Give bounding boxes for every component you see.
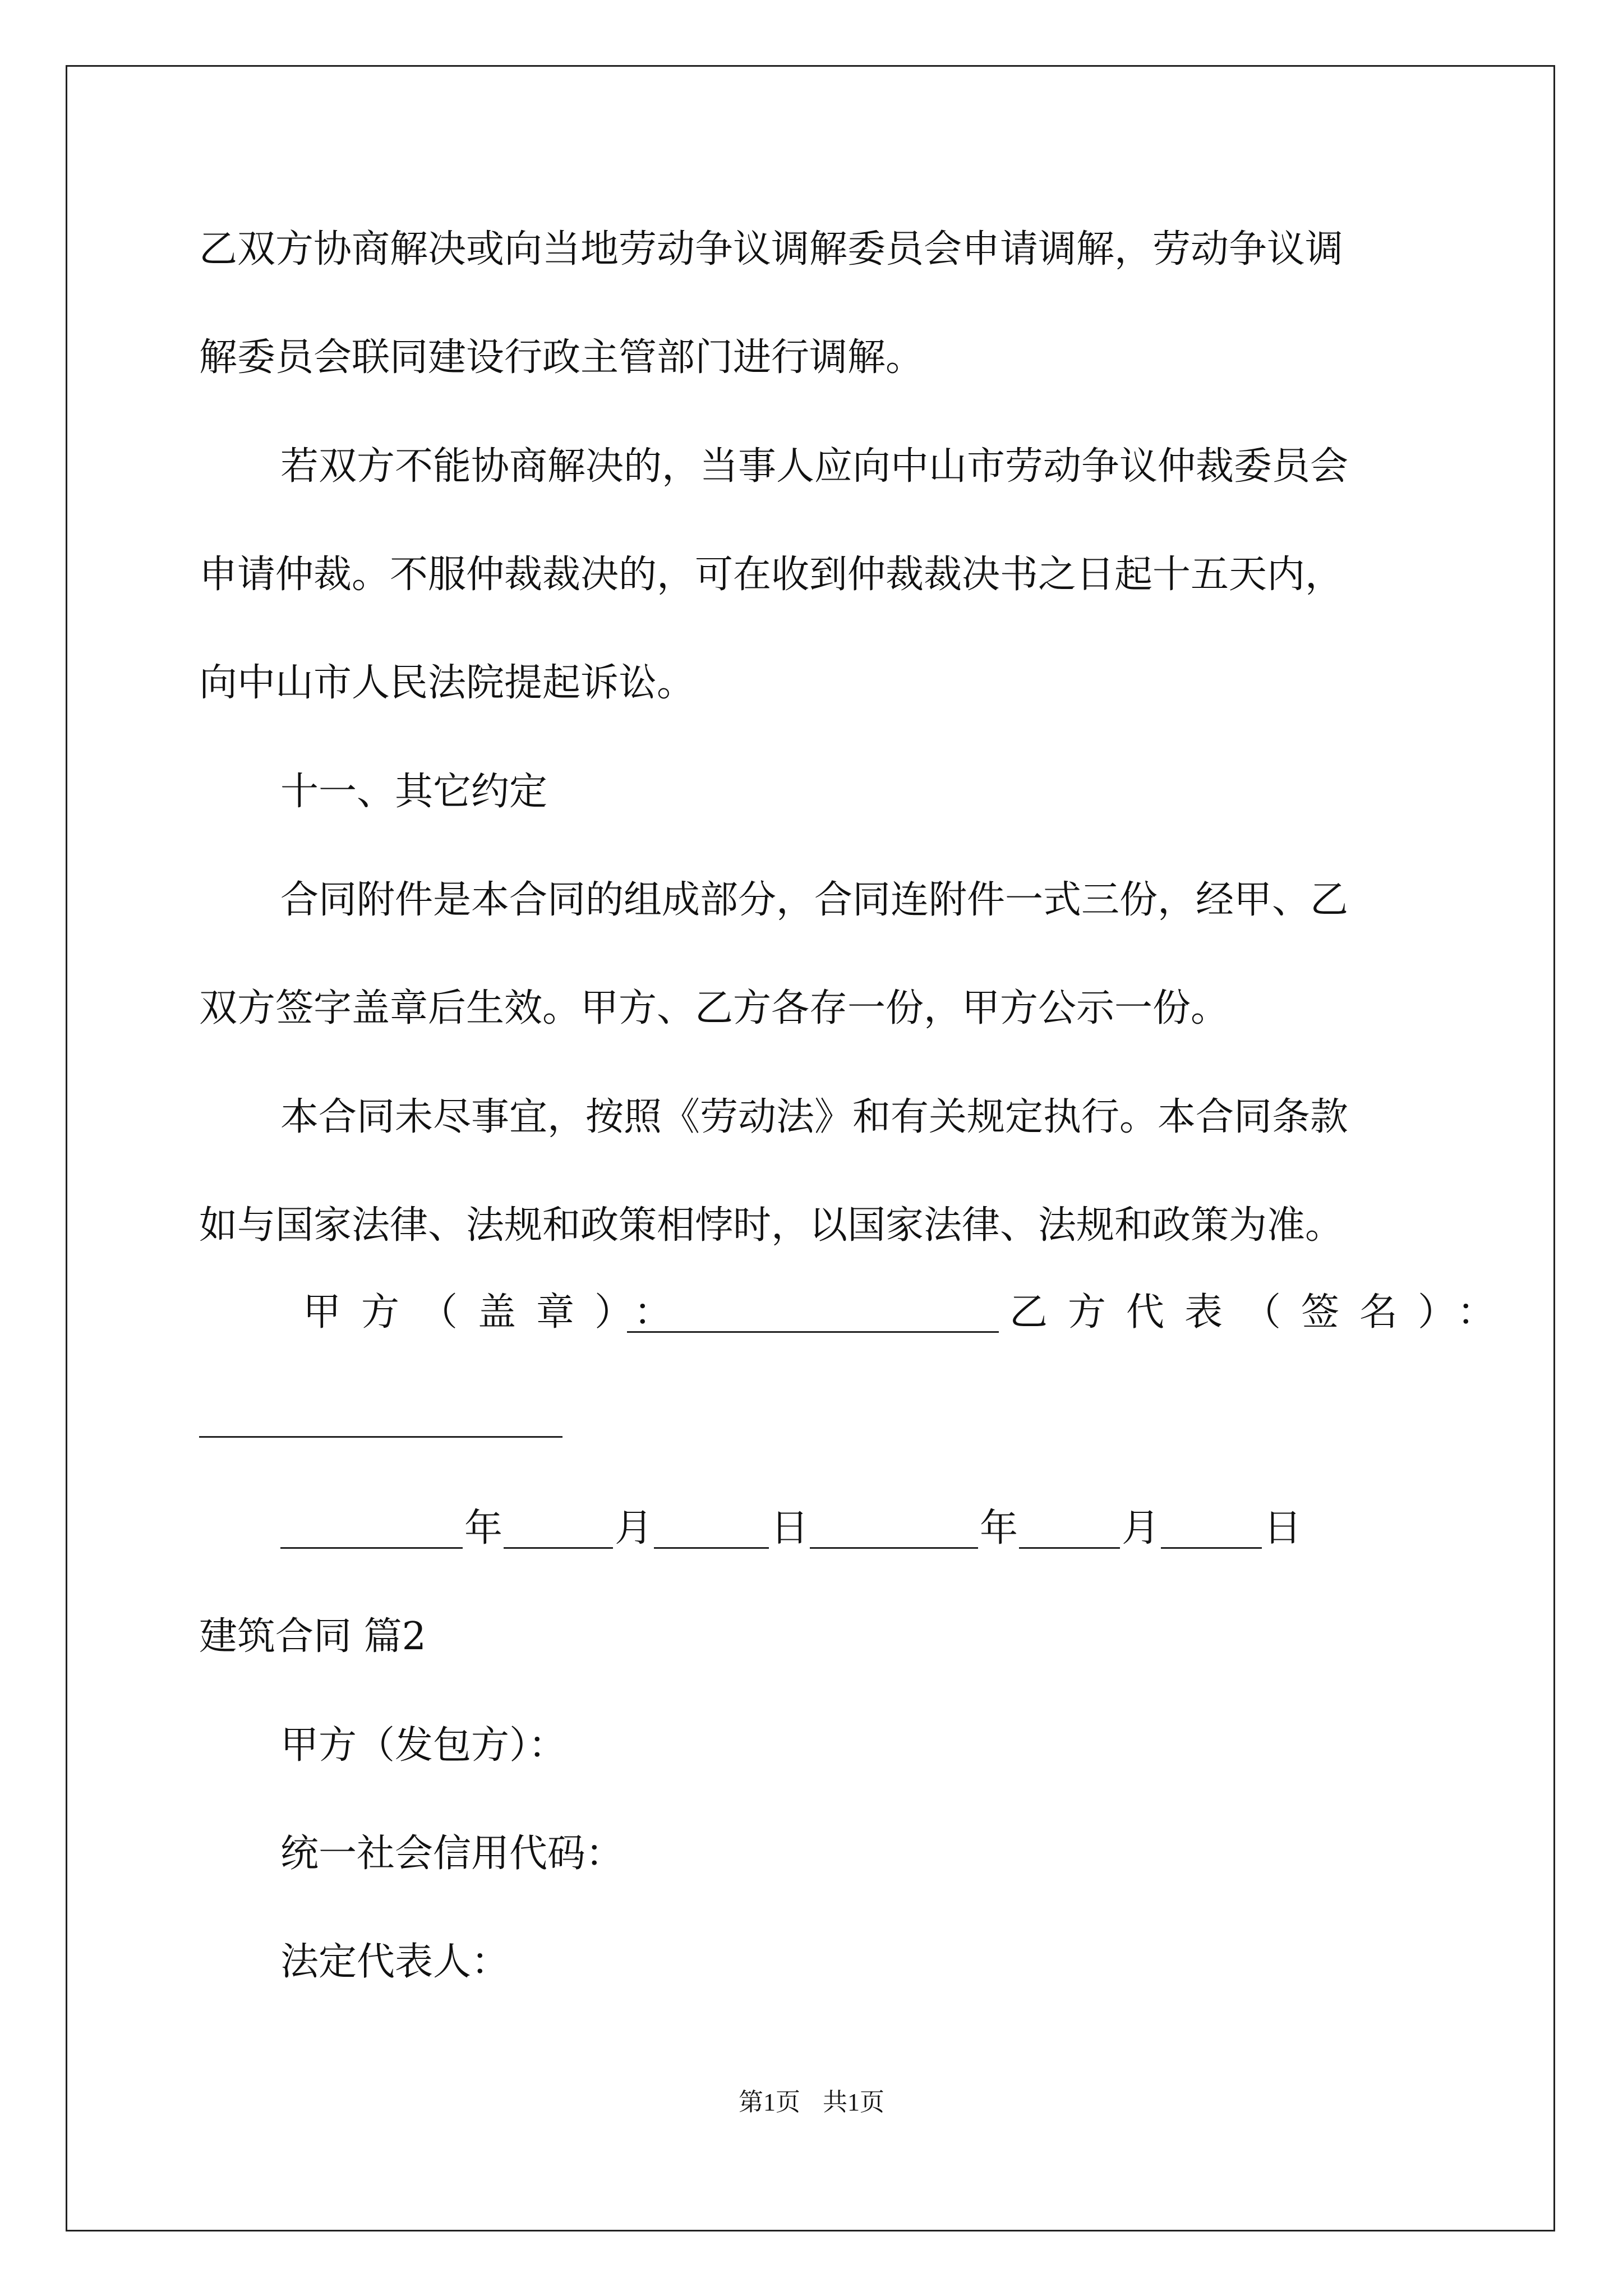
page-footer: [0, 2087, 1623, 2118]
party-a-label: 甲方（盖章）：: [303, 1290, 693, 1335]
paragraph-line: 本合同未尽事宜，按照《劳动法》和有关规定执行。本合同条款: [280, 1095, 1349, 1139]
party-a-signature-line: [627, 1331, 999, 1333]
month-label: 月: [1122, 1506, 1160, 1550]
party-b-label: 乙方代表（签名）：: [1009, 1290, 1516, 1335]
field-label: 法定代表人：: [280, 1940, 510, 1984]
page-number: 第1页: [739, 2088, 800, 2116]
month-label: 月: [615, 1506, 653, 1550]
section-title: 建筑合同 篇2: [199, 1614, 426, 1659]
paragraph-line: 如与国家法律、法规和政策相悖时，以国家法律、法规和政策为准。: [199, 1203, 1344, 1248]
year-label: 年: [464, 1506, 503, 1550]
paragraph-line: 申请仲裁。不服仲裁裁决的，可在收到仲裁裁决书之日起十五天内，: [199, 553, 1344, 597]
year-label: 年: [980, 1506, 1018, 1550]
day-label: 日: [771, 1506, 809, 1550]
page-border: [66, 65, 1555, 2231]
paragraph-line: 合同附件是本合同的组成部分，合同连附件一式三份，经甲、乙: [280, 878, 1349, 922]
month-blank: [1019, 1547, 1120, 1549]
paragraph-line: 若双方不能协商解决的，当事人应向中山市劳动争议仲裁委员会: [280, 444, 1349, 489]
field-label: 统一社会信用代码：: [280, 1832, 624, 1876]
day-label: 日: [1264, 1506, 1302, 1550]
year-blank: [280, 1547, 463, 1549]
paragraph-line: 向中山市人民法院提起诉讼。: [199, 661, 695, 705]
day-blank: [654, 1547, 769, 1549]
page-total: 共1页: [823, 2088, 884, 2116]
party-b-signature-line: [199, 1436, 562, 1438]
section-heading: 十一、其它约定: [280, 770, 548, 814]
paragraph-line: 解委员会联同建设行政主管部门进行调解。: [199, 335, 924, 380]
paragraph-line: 乙双方协商解决或向当地劳动争议调解委员会申请调解，劳动争议调: [199, 227, 1344, 272]
year-blank: [810, 1547, 978, 1549]
day-blank: [1161, 1547, 1262, 1549]
field-label: 甲方（发包方）：: [280, 1723, 567, 1768]
paragraph-line: 双方签字盖章后生效。甲方、乙方各存一份，甲方公示一份。: [199, 986, 1229, 1030]
month-blank: [504, 1547, 613, 1549]
